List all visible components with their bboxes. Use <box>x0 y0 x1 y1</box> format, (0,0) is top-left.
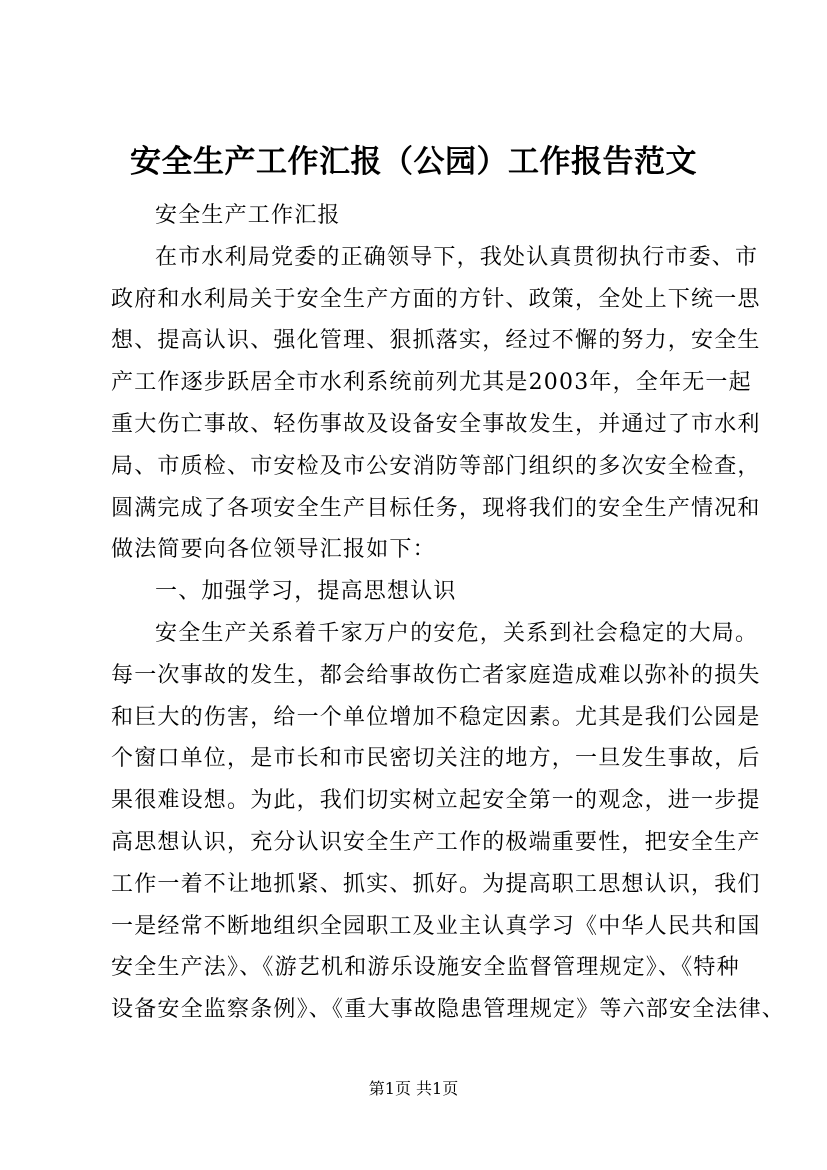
paragraph-line: 和巨大的伤害，给一个单位增加不稳定因素。尤其是我们公园是 <box>111 704 761 730</box>
document-title: 安全生产工作汇报（公园）工作报告范文 <box>130 144 697 180</box>
paragraph-line: 个窗口单位，是市长和市民密切关注的地方，一旦发生事故，后 <box>111 746 761 772</box>
paragraph-line: 产工作逐步跃居全市水利系统前列尤其是2003年，全年无一起 <box>111 370 752 396</box>
section-subtitle: 安全生产工作汇报 <box>155 203 341 228</box>
paragraph-line: 做法简要向各位领导汇报如下： <box>111 537 436 563</box>
paragraph-line: 工作一着不让地抓紧、抓实、抓好。为提高职工思想认识，我们 <box>111 871 761 897</box>
section-heading: 一、加强学习，提高思想认识 <box>155 579 457 605</box>
paragraph-line: 高思想认识，充分认识安全生产工作的极端重要性，把安全生产 <box>111 829 761 855</box>
paragraph-line: 政府和水利局关于安全生产方面的方针、政策，全处上下统一思 <box>111 286 761 312</box>
paragraph-line: 想、提高认识、强化管理、狠抓落实，经过不懈的努力，安全生 <box>111 328 761 354</box>
paragraph-line: 果很难设想。为此，我们切实树立起安全第一的观念，进一步提 <box>111 788 761 814</box>
paragraph-line: 安全生产关系着千家万户的安危，关系到社会稳定的大局。 <box>155 620 759 646</box>
document-body <box>111 195 786 1031</box>
page-number: 第1页 共1页 <box>368 1079 459 1098</box>
paragraph-line: 在市水利局党委的正确领导下，我处认真贯彻执行市委、市 <box>155 244 759 270</box>
paragraph-line: 重大伤亡事故、轻伤事故及设备安全事故发生，并通过了市水利 <box>111 411 761 437</box>
paragraph-line: 安全生产法》、《游艺机和游乐设施安全监督管理规定》、《特种 <box>111 955 740 981</box>
paragraph-line: 局、市质检、市安检及市公安消防等部门组织的多次安全检查， <box>111 453 761 479</box>
paragraph-line: 圆满完成了各项安全生产目标任务，现将我们的安全生产情况和 <box>111 495 761 521</box>
paragraph-line: 设备安全监察条例》、《重大事故隐患管理规定》等六部安全法律、 <box>111 997 786 1023</box>
paragraph-line: 每一次事故的发生，都会给事故伤亡者家庭造成难以弥补的损失 <box>111 662 761 688</box>
paragraph-line: 一是经常不断地组织全园职工及业主认真学习《中华人民共和国 <box>111 913 761 939</box>
